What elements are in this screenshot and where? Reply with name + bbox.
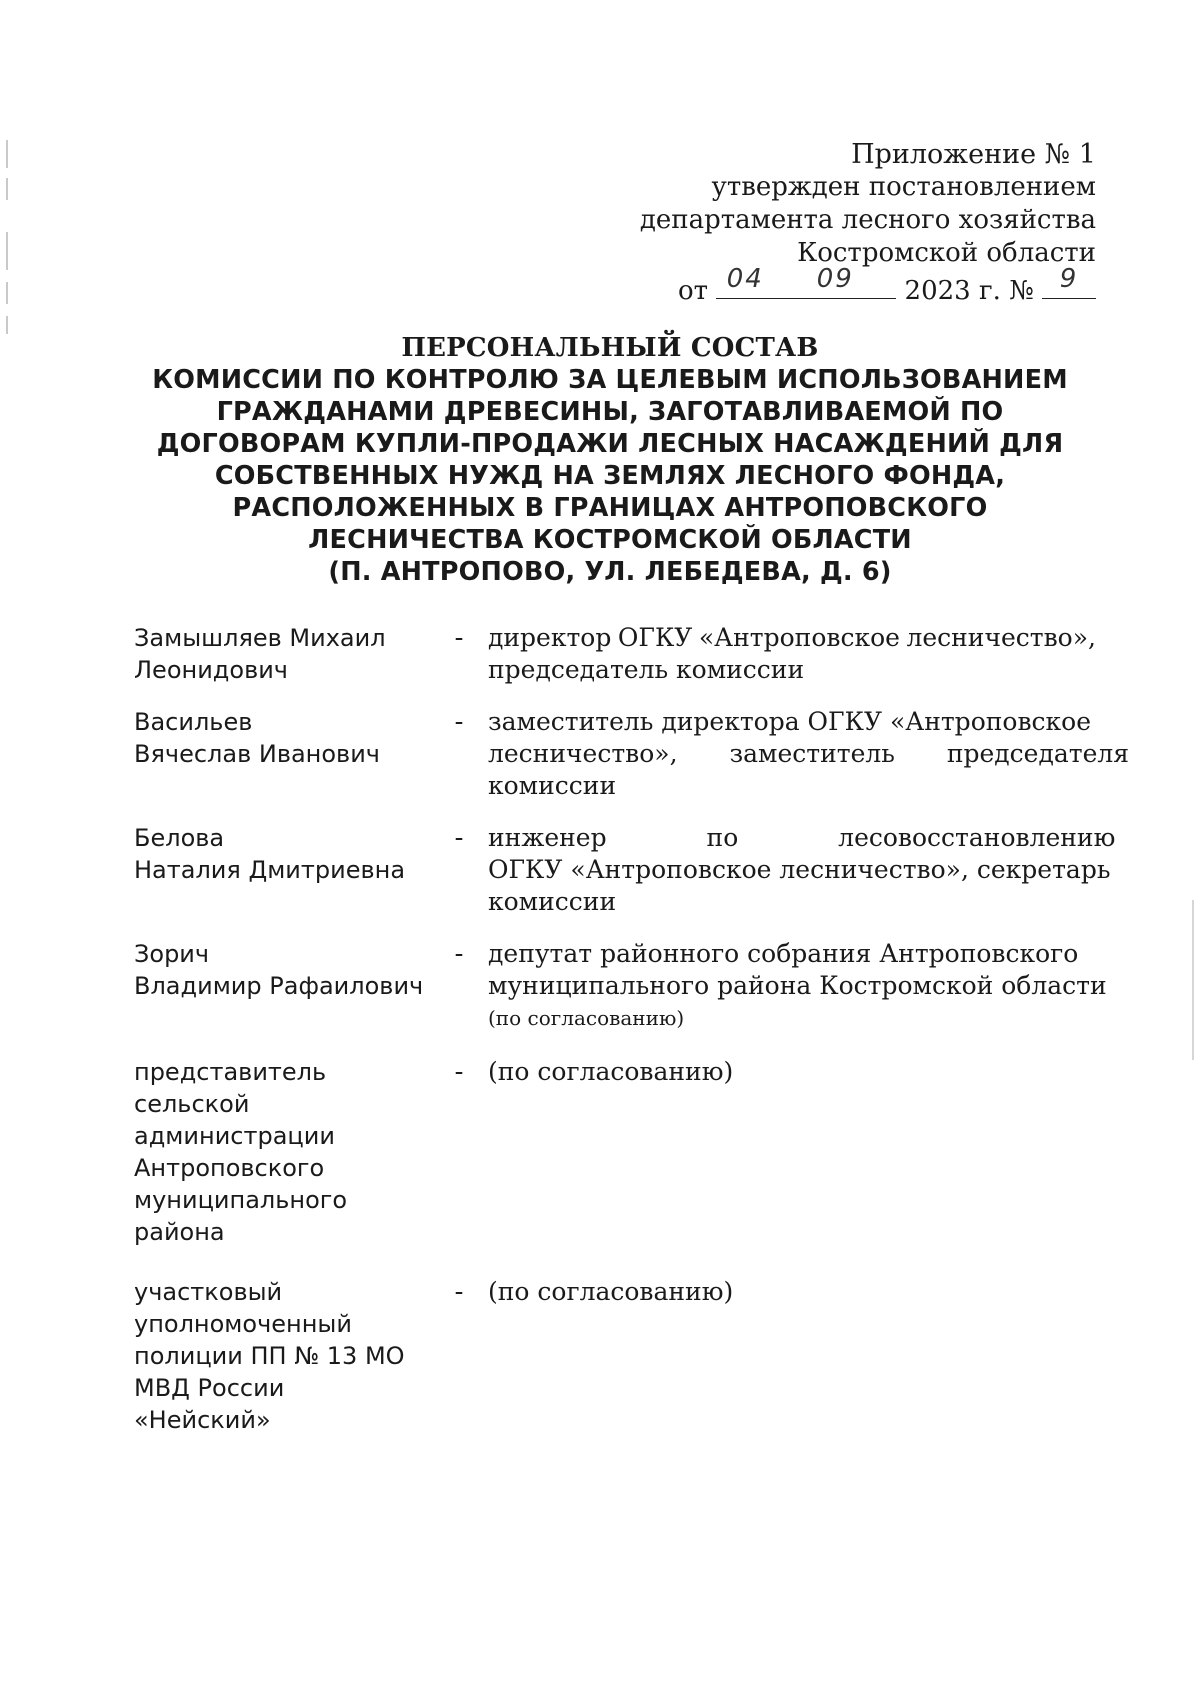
member-name-line: Наталия Дмитриевна xyxy=(134,856,406,884)
member-dash: - xyxy=(454,623,464,652)
member-name-line: администрации xyxy=(134,1122,335,1150)
member-dash: - xyxy=(454,1277,464,1306)
member-name-line: муниципального xyxy=(134,1186,348,1214)
member-role xyxy=(488,622,1096,686)
title-line: ГРАЖДАНАМИ ДРЕВЕСИНЫ, ЗАГОТАВЛИВАЕМОЙ ПО xyxy=(216,397,1004,427)
member-dash: - xyxy=(454,1057,464,1086)
title-line: СОБСТВЕННЫХ НУЖД НА ЗЕМЛЯХ ЛЕСНОГО ФОНДА, xyxy=(214,461,1006,491)
appendix-department-line: департамента лесного хозяйства xyxy=(639,205,1096,235)
member-name-line: Зорич xyxy=(134,940,210,968)
member-dash: - xyxy=(454,939,464,968)
member-role xyxy=(488,938,1107,1034)
member-role-line: ОГКУ «Антроповское лесничество», секретарь xyxy=(488,855,1111,884)
document-number-blank xyxy=(1042,264,1096,299)
scan-edge-mark xyxy=(6,178,8,200)
member-name-line: Васильев xyxy=(134,708,253,736)
member-role xyxy=(488,1056,1096,1088)
member-name-line: сельской xyxy=(134,1090,250,1118)
member-name xyxy=(134,622,434,686)
member-name xyxy=(134,1276,434,1436)
member-name-line: полиции ПП № 13 МО xyxy=(134,1342,405,1370)
member-name-line: Леонидович xyxy=(134,656,288,684)
scan-edge-mark xyxy=(6,282,8,304)
member-name-line: «Нейский» xyxy=(134,1406,271,1434)
title-line: КОМИССИИ ПО КОНТРОЛЮ ЗА ЦЕЛЕВЫМ ИСПОЛЬЗОВАНИЕМ xyxy=(152,365,1068,395)
appendix-region-line: Костромской области xyxy=(797,238,1096,268)
member-role xyxy=(488,822,1116,918)
member-role-line: председатель комиссии xyxy=(488,655,805,684)
date-prefix: от xyxy=(677,276,709,306)
member-role xyxy=(488,1276,1096,1308)
member-role-word: «Антроповское xyxy=(698,623,900,652)
member-role-word: директор xyxy=(488,623,612,652)
title-line: ЛЕСНИЧЕСТВА КОСТРОМСКОЙ ОБЛАСТИ xyxy=(308,525,912,555)
date-month-handwritten: 09 xyxy=(816,264,854,294)
scan-edge-mark xyxy=(6,316,8,334)
appendix-approved-line: утвержден постановлением xyxy=(711,172,1096,202)
member-role xyxy=(488,706,1130,802)
appendix-block xyxy=(640,138,1096,308)
member-name-line: Замышляев Михаил xyxy=(134,624,386,652)
member-name-line: Белова xyxy=(134,824,225,852)
document-number-handwritten: 9 xyxy=(1059,264,1079,294)
title-line: (П. АНТРОПОВО, УЛ. ЛЕБЕДЕВА, Д. 6) xyxy=(328,557,892,587)
member-dash: - xyxy=(454,707,464,736)
member-role-line: (по согласованию) xyxy=(488,1277,734,1306)
member-role-line: лесничество», заместитель председателя xyxy=(488,739,1130,768)
member-role-line xyxy=(488,622,1096,654)
member-name xyxy=(134,822,434,886)
appendix-date-line xyxy=(640,264,1096,308)
member-name-line: Антроповского xyxy=(134,1154,325,1182)
member-name-line: Вячеслав Иванович xyxy=(134,740,380,768)
member-name-line: МВД России xyxy=(134,1374,285,1402)
member-name-line: Владимир Рафаилович xyxy=(134,972,424,1000)
member-role-line: комиссии xyxy=(488,771,617,800)
title-line: ПЕРСОНАЛЬНЫЙ СОСТАВ xyxy=(401,333,819,363)
document-title xyxy=(150,332,1070,588)
appendix-title: Приложение № 1 xyxy=(851,139,1096,170)
member-role-word: лесничество», xyxy=(906,623,1096,652)
member-name-line: участковый xyxy=(134,1278,283,1306)
date-day-blank xyxy=(716,264,774,299)
member-role-line: депутат районного собрания Антроповского xyxy=(488,939,1079,968)
scan-edge-mark xyxy=(6,140,8,168)
member-role-line: комиссии xyxy=(488,887,617,916)
member-role-line: (по согласованию) xyxy=(488,1057,734,1086)
member-name xyxy=(134,706,434,770)
date-year-text: 2023 г. № xyxy=(904,276,1034,306)
member-role-line: муниципального района Костромской области xyxy=(488,971,1107,1000)
date-month-blank xyxy=(774,264,896,299)
scan-edge-mark xyxy=(1192,900,1194,1060)
member-role-line: (по согласованию) xyxy=(488,1006,685,1030)
member-name xyxy=(134,938,434,1002)
member-name xyxy=(134,1056,434,1248)
scan-edge-mark xyxy=(6,232,8,270)
member-name-line: уполномоченный xyxy=(134,1310,352,1338)
member-name-line: представитель xyxy=(134,1058,327,1086)
member-role-line: инженер по лесовосстановлению xyxy=(488,823,1116,852)
title-line: РАСПОЛОЖЕННЫХ В ГРАНИЦАХ АНТРОПОВСКОГО xyxy=(232,493,988,523)
date-day-handwritten: 04 xyxy=(726,264,764,294)
member-dash: - xyxy=(454,823,464,852)
member-name-line: района xyxy=(134,1218,225,1246)
title-line: ДОГОВОРАМ КУПЛИ-ПРОДАЖИ ЛЕСНЫХ НАСАЖДЕНИЙ ДЛЯ xyxy=(156,429,1064,459)
member-role-line: заместитель директора ОГКУ «Антроповское xyxy=(488,707,1092,736)
member-role-word: ОГКУ xyxy=(617,623,693,652)
